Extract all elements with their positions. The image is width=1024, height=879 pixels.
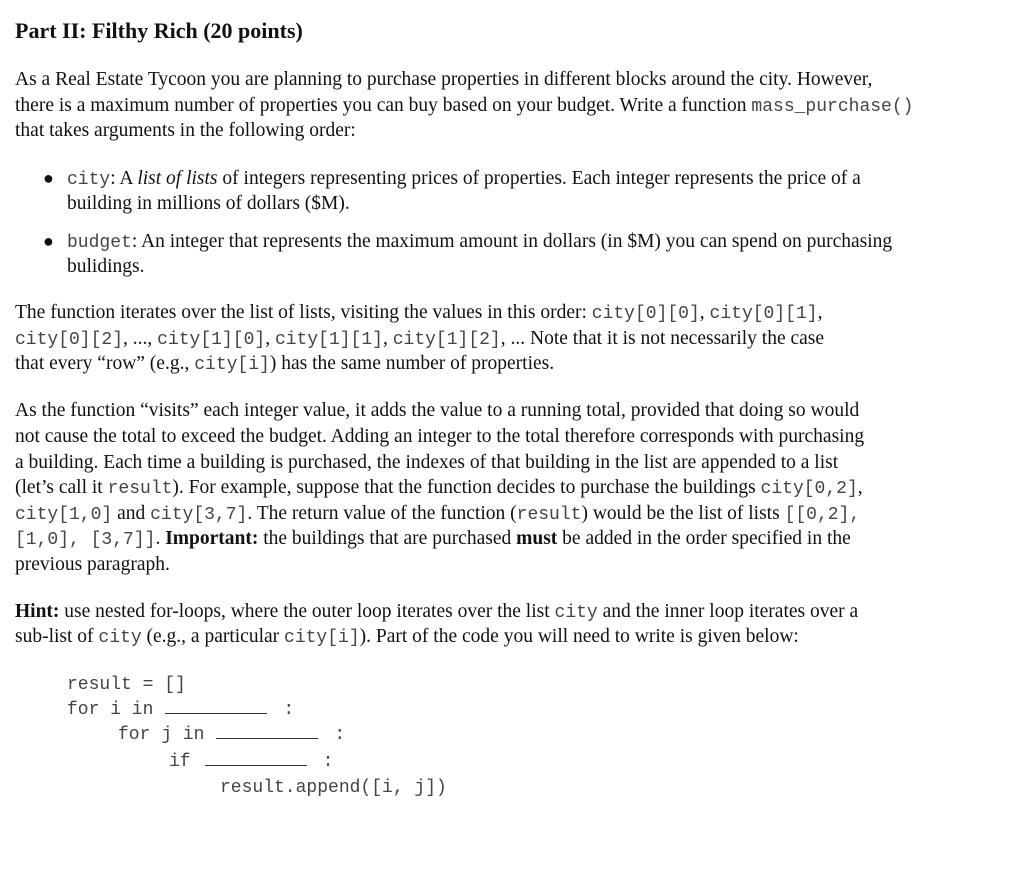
italic-text: list of lists <box>137 168 218 189</box>
para-text: , <box>817 302 823 323</box>
code-keyword: if <box>169 752 191 772</box>
hint-line-1 <box>15 599 858 627</box>
para-text: and the inner loop iterates over a <box>597 601 859 622</box>
para-text: and <box>112 503 151 524</box>
para3-line-5 <box>15 501 860 529</box>
inline-code: city[0][2] <box>15 330 124 350</box>
para-text: (e.g., a particular <box>141 626 285 647</box>
para-text: , ... Note that it is not necessarily the case <box>500 328 825 349</box>
inline-code: city[0][1] <box>709 304 818 324</box>
inline-code: [[0,2], <box>784 505 861 525</box>
code-keyword: for j in <box>118 725 205 745</box>
inline-code: city[i] <box>194 355 270 375</box>
inline-code: city[1][0] <box>157 330 266 350</box>
section-title: Part II: Filthy Rich (20 points) <box>15 18 303 43</box>
para-text: . <box>155 528 166 549</box>
budget-code: budget <box>67 233 132 253</box>
bullet-city-line-1 <box>67 166 861 194</box>
para-text: . The return value of the function ( <box>247 503 517 524</box>
code-colon: : <box>322 752 334 772</box>
bullet-budget-line-2: bulidings. <box>67 256 145 277</box>
intro-line-1: As a Real Estate Tycoon you are planning to purchase properties in different blocks around the city. However, <box>15 69 873 90</box>
para-text: , ..., <box>123 328 158 349</box>
intro-text: there is a maximum number of properties you can buy based on your budget. Write a function <box>15 95 747 116</box>
inline-code: city <box>98 628 142 648</box>
hint-line-2 <box>15 624 799 652</box>
para3-line-2: not cause the total to exceed the budget. Adding an integer to the total therefore corresponds with purchasing <box>15 426 865 447</box>
blank-fill-line <box>165 711 267 714</box>
para3-line-4 <box>15 475 863 503</box>
intro-line-3: that takes arguments in the following order: <box>15 120 356 141</box>
para-text: , <box>382 328 393 349</box>
para-text: the buildings that are purchased <box>258 528 517 549</box>
code-line-5: result.append([i, j]) <box>220 778 447 798</box>
code-line-2 <box>67 698 294 724</box>
para-text: that every “row” (e.g., <box>15 353 195 374</box>
blank-fill-line <box>216 736 318 739</box>
blank-fill-line <box>205 763 307 766</box>
inline-code: city[i] <box>284 628 360 648</box>
bullet-dot-icon: ● <box>43 231 54 251</box>
inline-code: city[0][0] <box>591 304 700 324</box>
code-keyword: for i in <box>67 700 154 720</box>
inline-code: city[1,0] <box>15 505 113 525</box>
para-text: The function iterates over the list of lists, visiting the values in this order: <box>15 302 587 323</box>
inline-code: city <box>554 603 598 623</box>
para-text: ) has the same number of properties. <box>269 353 555 374</box>
para2-line-2 <box>15 326 824 354</box>
important-label: Important: <box>165 528 259 549</box>
para-text: ). For example, suppose that the function decides to purchase the buildings <box>172 477 761 498</box>
para3-line-7: previous paragraph. <box>15 554 170 575</box>
bullet-text: of integers representing prices of properties. Each integer represents the price of a <box>217 168 861 189</box>
inline-code: city[3,7] <box>150 505 248 525</box>
para3-line-3: a building. Each time a building is purchased, the indexes of that building in the list are appended to a list <box>15 452 839 473</box>
para-text: be added in the order specified in the <box>557 528 851 549</box>
bullet-city-line-2: building in millions of dollars ($M). <box>67 193 350 214</box>
bullet-text: : An integer that represents the maximum amount in dollars (in $M) you can spend on purchasing <box>131 231 893 252</box>
bullet-budget-line-1 <box>67 229 892 257</box>
para-text: , <box>265 328 275 349</box>
code-line-1: result = [] <box>67 675 186 695</box>
inline-code: result <box>516 505 582 525</box>
hint-label: Hint: <box>15 601 60 622</box>
para-text: (let’s call it <box>15 477 108 498</box>
para-text: ). Part of the code you will need to write is given below: <box>359 626 799 647</box>
bullet-dot-icon: ● <box>43 168 54 188</box>
must-emphasis: must <box>516 528 558 549</box>
code-colon: : <box>283 700 295 720</box>
para3-line-1: As the function “visits” each integer value, it adds the value to a running total, provided that doing so would <box>15 400 860 421</box>
function-name-code: mass_purchase() <box>751 97 914 117</box>
para-text: , <box>857 477 863 498</box>
inline-code: [1,0], [3,7]] <box>15 530 156 550</box>
para3-line-6 <box>15 526 851 554</box>
intro-line-2 <box>15 93 913 121</box>
inline-code: city[1][2] <box>392 330 501 350</box>
inline-code: city[1][1] <box>274 330 383 350</box>
para-text: use nested for-loops, where the outer loop iterates over the list <box>59 601 555 622</box>
para-text: sub-list of <box>15 626 99 647</box>
para-text: ) would be the list of lists <box>581 503 785 524</box>
bullet-text: : A <box>110 168 138 189</box>
para2-line-3 <box>15 351 554 379</box>
inline-code: result <box>107 479 173 499</box>
para2-line-1 <box>15 300 822 328</box>
inline-code: city[0,2] <box>760 479 858 499</box>
code-colon: : <box>334 725 346 745</box>
para-text: , <box>699 302 710 323</box>
city-code: city <box>67 170 111 190</box>
code-line-4 <box>169 750 333 776</box>
code-line-3 <box>118 723 345 749</box>
